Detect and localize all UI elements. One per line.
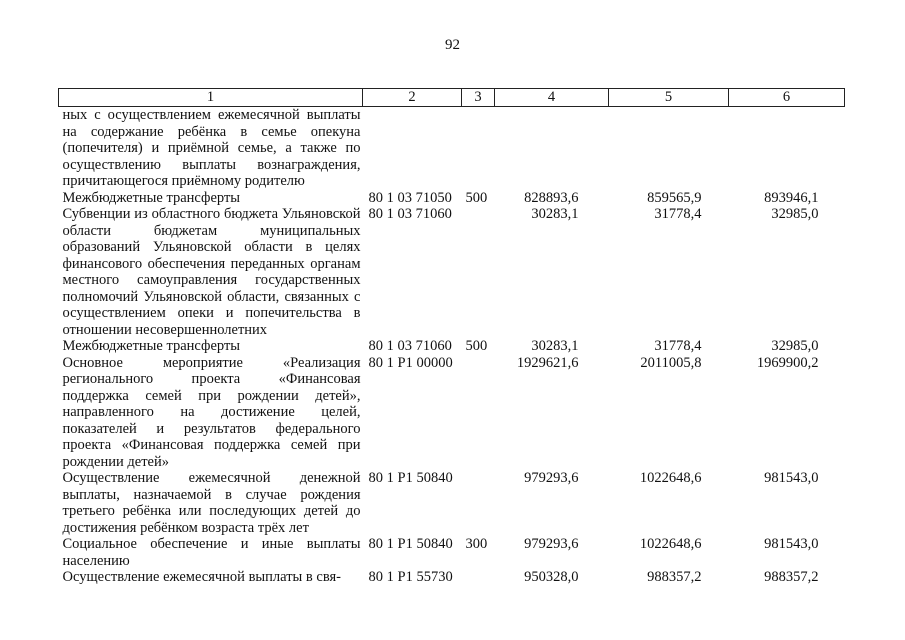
row-name: Субвенции из областного бюджета Ульяновской области бюджетам муниципальных образований Ульяновской области в целях финансового обеспечения переданных органам местного самоуправления государственных полномочий Ульяновской области, связанных с осуществлением опеки и попечительства в отношении несовершеннолетних [62, 206, 361, 338]
column-header-6: 6 [729, 89, 845, 107]
row-value-year-1: 30283,1 [531, 338, 579, 354]
budget-table [58, 88, 845, 586]
row-expense-type: 300 [465, 536, 488, 552]
row-value-year-1: 979293,6 [524, 470, 579, 486]
table-row [59, 206, 845, 338]
row-code: 80 1 P1 00000 [368, 354, 453, 371]
row-expense-type [462, 206, 495, 338]
column-header-5: 5 [609, 89, 729, 107]
row-value-year-2 [609, 107, 729, 190]
row-name: Основное мероприятие «Реализация регионального проекта «Финансовая поддержка семей при рождении детей», направленного на достижение целей, показателей и результатов федерального проекта «Финансовая поддержка семей при рождении детей» [62, 354, 361, 470]
row-value-year-1: 30283,1 [531, 206, 579, 222]
row-code: 80 1 03 71060 [368, 206, 452, 222]
row-name: Осуществление ежемесячной выплаты в свя- [62, 569, 341, 585]
row-value-year-1 [495, 107, 609, 190]
column-header-1: 1 [59, 89, 363, 107]
row-name: ных с осуществлением ежемесячной выплаты на содержание ребёнка в семье опекуна (попечителя) и приёмной семье, а также по осуществлению выплаты вознаграждения, причитающегося приёмному родителю [62, 107, 361, 189]
row-value-year-3: 893946,1 [764, 189, 819, 206]
row-name: Межбюджетные трансферты [62, 189, 241, 206]
row-value-year-3: 988357,2 [764, 569, 819, 585]
row-expense-type: 500 [465, 338, 488, 354]
row-value-year-1: 828893,6 [524, 189, 579, 206]
row-code: 80 1 03 71060 [368, 338, 452, 354]
row-value-year-2: 2011005,8 [640, 354, 702, 371]
row-value-year-2: 31778,4 [654, 206, 702, 222]
table-header-row [59, 89, 845, 107]
row-value-year-3: 32985,0 [771, 338, 819, 354]
row-code: 80 1 P1 50840 [368, 536, 453, 552]
column-header-2: 2 [363, 89, 462, 107]
row-value-year-2: 1022648,6 [639, 470, 702, 486]
table-row [59, 470, 845, 536]
column-header-3: 3 [462, 89, 495, 107]
row-value-year-2: 31778,4 [654, 338, 702, 354]
row-name: Осуществление ежемесячной денежной выплаты, назначаемой в случае рождения третьего ребёнка или последующих детей до достижения ребёнком возраста трёх лет [62, 470, 361, 536]
table-row [59, 338, 845, 355]
row-value-year-3: 32985,0 [771, 206, 819, 222]
row-value-year-3: 981543,0 [764, 470, 819, 486]
table-row [59, 190, 845, 207]
row-value-year-3: 981543,0 [764, 536, 819, 552]
row-code [363, 107, 462, 190]
row-code: 80 1 03 71050 [368, 189, 452, 206]
table-row [59, 569, 845, 586]
table-row [59, 355, 845, 471]
row-expense-type [462, 569, 495, 586]
column-header-4: 4 [495, 89, 609, 107]
table-row [59, 107, 845, 190]
row-value-year-2: 988357,2 [647, 569, 702, 585]
row-expense-type [462, 355, 495, 471]
row-expense-type [462, 470, 495, 536]
row-value-year-2: 859565,9 [647, 189, 702, 206]
row-value-year-3: 1969900,2 [756, 354, 819, 371]
row-code: 80 1 P1 50840 [368, 470, 453, 486]
page-number: 92 [445, 37, 460, 53]
row-value-year-1: 979293,6 [524, 536, 579, 552]
row-value-year-1: 950328,0 [524, 569, 579, 585]
row-value-year-1: 1929621,6 [516, 354, 579, 371]
row-name: Социальное обеспечение и иные выплаты населению [62, 536, 361, 569]
row-value-year-2: 1022648,6 [639, 536, 702, 552]
row-name: Межбюджетные трансферты [62, 338, 241, 354]
row-code: 80 1 P1 55730 [368, 569, 453, 585]
row-expense-type [462, 107, 495, 190]
table-row [59, 536, 845, 569]
row-value-year-3 [729, 107, 845, 190]
table-body [59, 107, 845, 586]
row-expense-type: 500 [465, 189, 488, 206]
